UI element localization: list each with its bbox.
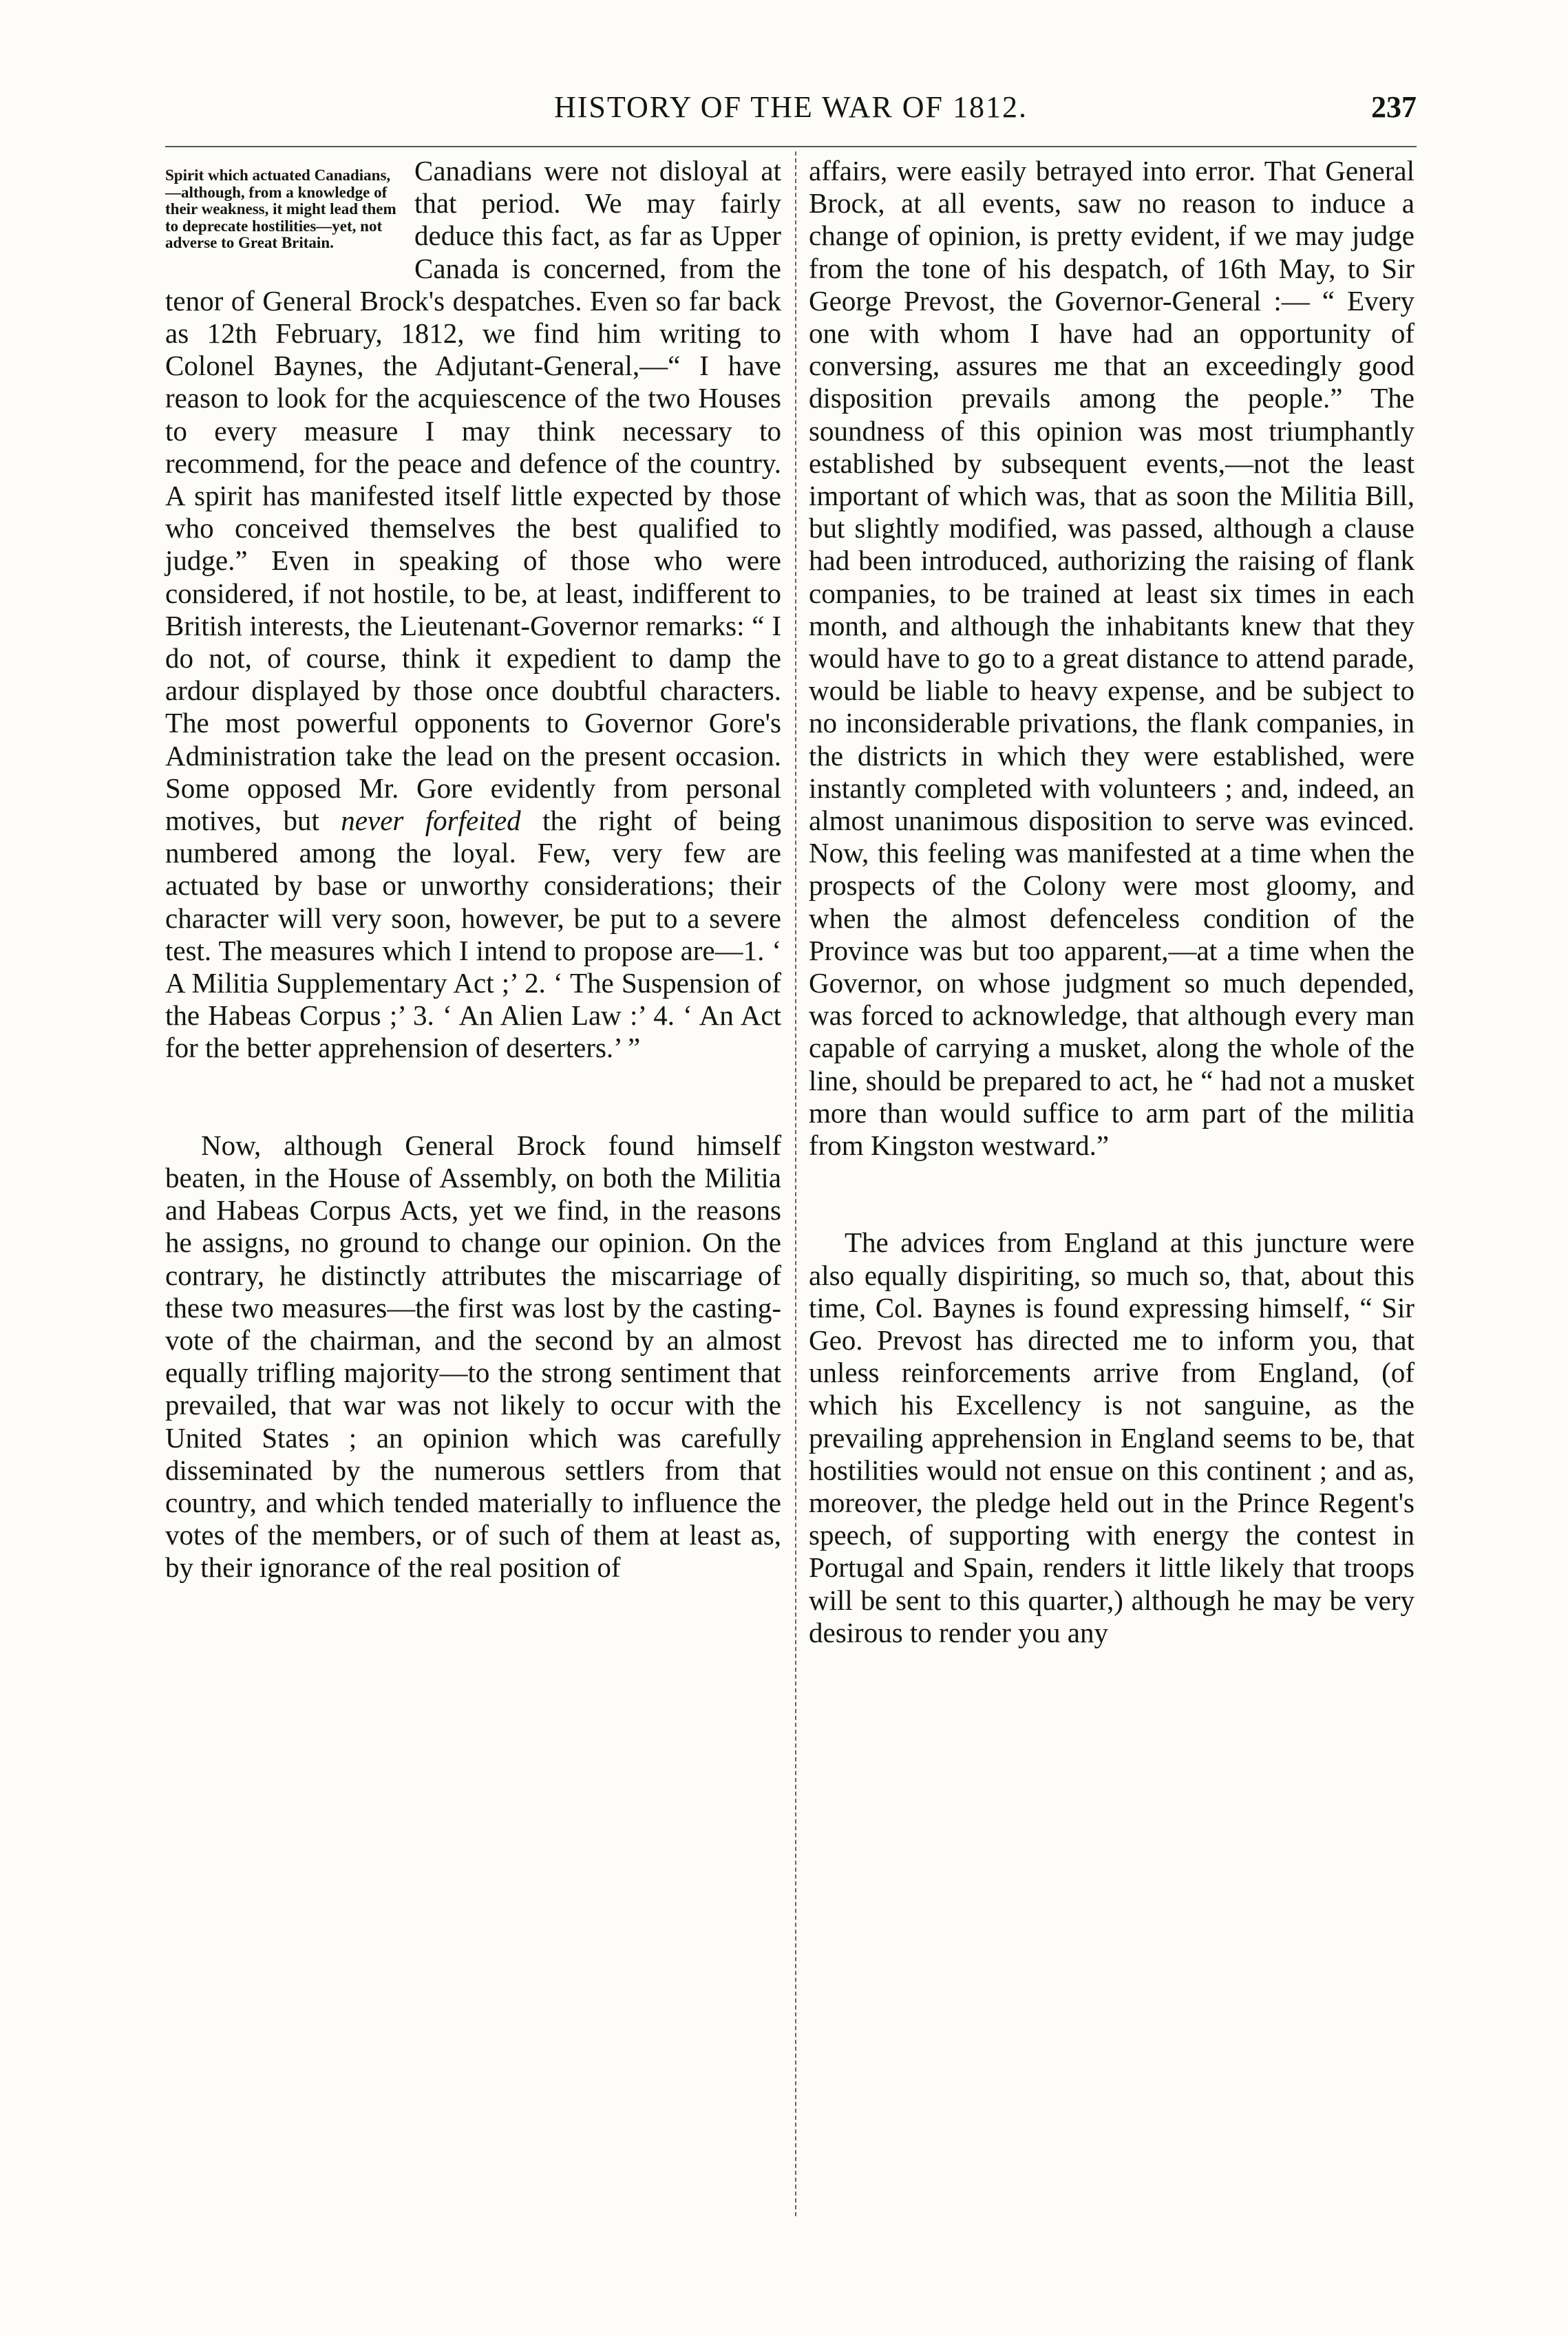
page-number: 237 [1371, 90, 1417, 124]
running-title: HISTORY OF THE WAR OF 1812. [553, 90, 1028, 124]
right-column [809, 155, 1415, 1649]
paragraph-text: Canadians were not disloyal at that period. We may fairly deduce this fact, as far as Upper Canada is concerned, from the tenor of General Brock's despatches. Even so far back as 12th February, 1812, we find him writing to Colonel Baynes, the Adjutant-General,—“ I have reason to look for the acquiescence of the two Houses to every measure I may think necessary to recommend, for the peace and defence of the country. A spirit has manifested itself little expected by those who conceived themselves the best qualified to judge.” Even in speaking of those who were considered, if not hostile, to be, at least, indifferent to British interests, the Lieutenant-Governor remarks: “ I do not, of course, think it expedient to damp the ardour displayed by those once doubtful characters. The most powerful opponents to Governor Gore's Administration take the lead on the present occasion. Some opposed Mr. Gore evidently from personal motives, [165, 155, 781, 837]
italic-phrase: never forfeited [341, 805, 521, 837]
paragraph-brock-despatches [165, 155, 781, 1065]
paragraph-continuation: affairs, were easily betrayed into error. That General Brock, at all events, saw no reason to induce a change of opinion, is pretty evident, if we may judge from the tone of his despatch, of 16th May, to Sir George Prevost, the Governor-General :— “ Every one with whom I have had an opportunity of conversing, assures me that an exceedingly good disposition prevails among the people.” The soundness of this opinion was most triumphantly established by subsequent events,—not the least important of which was, that as soon the Militia Bill, but slightly modified, was passed, although a clause had been introduced, authorizing the raising of flank companies, to be trained at least six times in each month, and although the inhabitants knew that they would have to go to a great distance to attend parade, would be liable to heavy expense, and be subject to no inconsiderable privations, the flank companies, in the districts in which they were established, were instantly completed with volunteers ; and, indeed, an almost unanimous disposition to serve was evinced. Now, this feeling was manifested at a time when the prospects of the Colony were most gloomy, and when the almost defenceless condition of the Province was but too apparent,—at a time when the Governor, on whose judgment so much depended, was forced to acknowledge, that although every man capable of carrying a musket, along the whole of the line, should be prepared to act, he “ had not a musket more than would suffice to arm part of the militia from Kingston westward.” [809, 155, 1415, 1162]
column-divider [795, 151, 796, 2216]
paragraph-house-of-assembly: Now, although General Brock found himself beaten, in the House of Assembly, on both the Militia and Habeas Corpus Acts, yet we find, in the reasons he assigns, no ground to change our opinion. On the contrary, he distinctly attributes the miscarriage of these two measures—the first was lost by the casting-vote of the chairman, and the second by an almost equally trifling majority—to the strong sentiment that prevailed, that war was not likely to occur with the United States ; an opinion which was carefully disseminated by the numerous settlers from that country, and which tended materially to influence the votes of the members, or of such of them at least as, by their ignorance of the real position of [165, 1129, 781, 1584]
paragraph-advices-from-england: The advices from England at this juncture were also equally dispiriting, so much so, that, about this time, Col. Baynes is found expressing himself, “ Sir Geo. Prevost has directed me to inform you, that unless reinforcements arrive from England, (of which his Excellency is not sanguine, as the prevailing apprehension in England seems to be, that hostilities would not ensue on this continent ; and as, moreover, the pledge held out in the Prince Regent's speech, of supporting with energy the contest in Portugal and Spain, renders it little likely that troops will be sent to this quarter,) although he may be very desirous to render you any [809, 1227, 1415, 1648]
left-column [165, 155, 781, 1584]
paragraph-text: but [283, 805, 319, 837]
header-rule [165, 146, 1417, 147]
paragraph-text: the right of being numbered among the loyal. Few, very few are actuated by base or unworthy considerations; their character will very soon, however, be put to a severe test. The measures which I intend to propose are—1. ‘ A Militia Supplementary Act ;’ 2. ‘ The Suspension of the Habeas Corpus ;’ 3. ‘ An Alien Law :’ 4. ‘ An Act for the better apprehension of deserters.’ ” [165, 805, 782, 1064]
running-head [165, 89, 1417, 138]
margin-note: Spirit which actuated Canadians,—although, from a knowledge of their weakness, it might lead them to deprecate hostilities—yet, not adverse to Great Britain. [165, 167, 396, 251]
